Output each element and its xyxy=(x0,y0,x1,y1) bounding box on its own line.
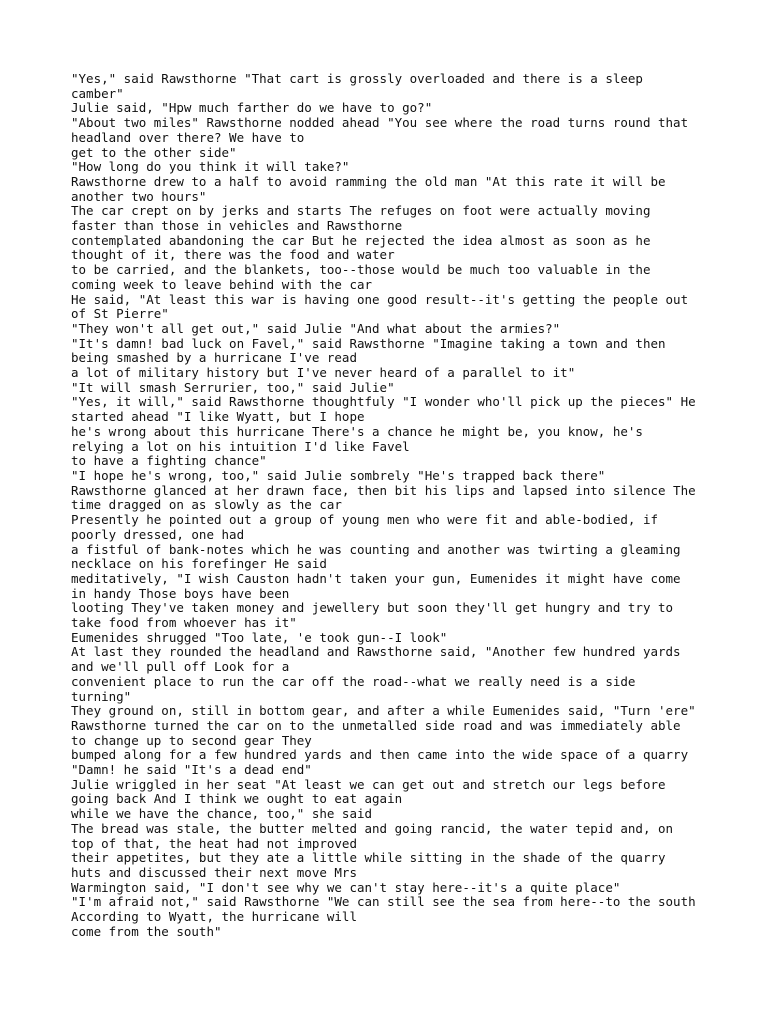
text-line: top of that, the heat had not improved xyxy=(71,835,357,851)
text-line: "Yes, it will," said Rawsthorne thoughtfuly "I wonder who'll pick up the pieces" He xyxy=(71,394,696,410)
text-line: poorly dressed, one had xyxy=(71,526,245,542)
text-line: in handy Those boys have been xyxy=(71,585,290,601)
text-line: "About two miles" Rawsthorne nodded ahead "You see where the road turns round that xyxy=(71,115,689,131)
text-line: They ground on, still in bottom gear, and after a while Eumenides said, "Turn 'ere" xyxy=(71,703,696,719)
text-line: "How long do you think it will take?" xyxy=(71,159,350,175)
text-line: a lot of military history but I've never heard of a parallel to it" xyxy=(71,365,576,381)
text-line: bumped along for a few hundred yards and then came into the wide space of a quarry xyxy=(71,747,689,763)
text-line: "I'm afraid not," said Rawsthorne "We can still see the sea from here--to the south xyxy=(71,894,696,910)
text-line: started ahead "I like Wyatt, but I hope xyxy=(71,409,365,425)
text-line: a fistful of bank-notes which he was counting and another was twirting a gleaming xyxy=(71,541,681,557)
text-line: relying a lot on his intuition I'd like Favel xyxy=(71,438,410,454)
text-line: Rawsthorne turned the car on to the unmetalled side road and was immediately able xyxy=(71,717,681,733)
text-line: get to the other side" xyxy=(71,144,237,160)
text-line: Warmington said, "I don't see why we can't stay here--it's a quite place" xyxy=(71,879,621,895)
text-line: "I hope he's wrong, too," said Julie sombrely "He's trapped back there" xyxy=(71,467,606,483)
text-line: headland over there? We have to xyxy=(71,129,305,145)
text-line: Presently he pointed out a group of young men who were fit and able-bodied, if xyxy=(71,512,658,528)
text-line: being smashed by a hurricane I've read xyxy=(71,350,357,366)
text-line: "It's damn! bad luck on Favel," said Rawsthorne "Imagine taking a town and then xyxy=(71,335,666,351)
text-line: huts and discussed their next move Mrs xyxy=(71,864,357,880)
text-line: their appetites, but they ate a little while sitting in the shade of the quarry xyxy=(71,850,666,866)
text-line: to be carried, and the blankets, too--those would be much too valuable in the xyxy=(71,262,651,278)
text-line: necklace on his forefinger He said xyxy=(71,556,327,572)
text-line: meditatively, "I wish Causton hadn't taken your gun, Eumenides it might have come xyxy=(71,570,681,586)
text-line: turning" xyxy=(71,688,132,704)
text-line: At last they rounded the headland and Rawsthorne said, "Another few hundred yards xyxy=(71,644,681,660)
text-line: "Yes," said Rawsthorne "That cart is grossly overloaded and there is a sleep xyxy=(71,71,643,86)
text-line: He said, "At least this war is having one good result--it's getting the people out xyxy=(71,291,689,307)
text-line: camber" xyxy=(71,85,124,101)
text-line: come from the south" xyxy=(71,923,222,939)
text-line: The bread was stale, the butter melted and going rancid, the water tepid and, on xyxy=(71,820,674,836)
text-line: Julie wriggled in her seat "At least we can get out and stretch our legs before xyxy=(71,776,666,792)
text-line: thought of it, there was the food and water xyxy=(71,247,395,263)
text-line: contemplated abandoning the car But he rejected the idea almost as soon as he xyxy=(71,232,651,248)
text-line: take food from whoever has it" xyxy=(71,615,297,631)
text-line: to have a fighting chance" xyxy=(71,453,267,469)
text-line: while we have the chance, too," she said xyxy=(71,806,373,822)
text-line: Rawsthorne drew to a half to avoid ramming the old man "At this rate it will be xyxy=(71,173,666,189)
text-line: The car crept on by jerks and starts The refuges on foot were actually moving xyxy=(71,203,651,219)
text-line: Julie said, "Hpw much farther do we have to go?" xyxy=(71,100,433,116)
text-line: and we'll pull off Look for a xyxy=(71,659,290,675)
text-line: looting They've taken money and jewellery but soon they'll get hungry and try to xyxy=(71,600,674,616)
text-line: coming week to leave behind with the car xyxy=(71,276,373,292)
text-line: "Damn! he said "It's a dead end" xyxy=(71,762,312,778)
text-line: to change up to second gear They xyxy=(71,732,312,748)
text-line: According to Wyatt, the hurricane will xyxy=(71,909,357,925)
text-line: going back And I think we ought to eat again xyxy=(71,791,403,807)
text-line: faster than those in vehicles and Rawsthorne xyxy=(71,218,403,234)
text-line: of St Pierre" xyxy=(71,306,169,322)
text-line: "They won't all get out," said Julie "And what about the armies?" xyxy=(71,320,561,336)
document-page xyxy=(71,72,711,939)
text-line: time dragged on as slowly as the car xyxy=(71,497,342,513)
text-line: Eumenides shrugged "Too late, 'e took gun--I look" xyxy=(71,629,448,645)
text-line: another two hours" xyxy=(71,188,207,204)
text-line: Rawsthorne glanced at her drawn face, then bit his lips and lapsed into silence The xyxy=(71,482,696,498)
text-line: convenient place to run the car off the road--what we really need is a side xyxy=(71,673,636,689)
text-line: he's wrong about this hurricane There's a chance he might be, you know, he's xyxy=(71,423,643,439)
text-line: "It will smash Serrurier, too," said Julie" xyxy=(71,379,395,395)
